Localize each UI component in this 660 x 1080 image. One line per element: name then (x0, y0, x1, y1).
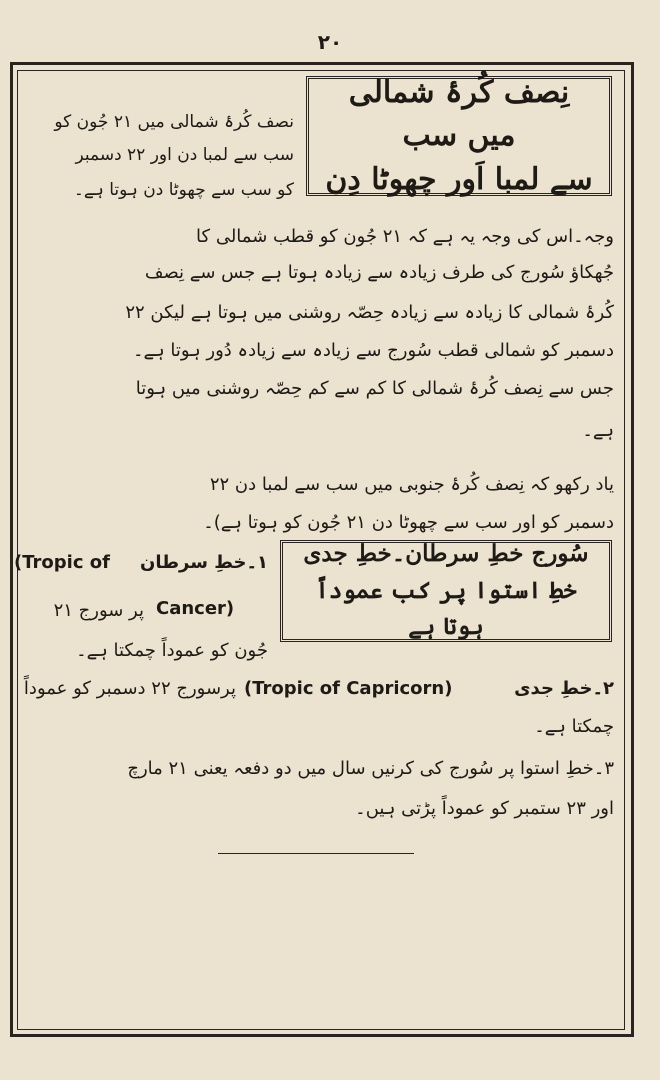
side-heading-line-1: سُورج خطِ سرطان۔خطِ جدی (303, 539, 589, 567)
item1-english-label-2: Cancer) (156, 598, 235, 619)
remember-line-2: دسمبر کو اور سب سے چھوٹا دن ۲۱ جُون کو ہوتا ہے)۔ (203, 512, 614, 533)
item1-urdu-tail: پر سورج ۲۱ (53, 600, 144, 621)
reason-line-6: ہے۔ (582, 420, 614, 441)
item3-line-2: اور ۲۳ ستمبر کو عموداً پڑتی ہیں۔ (355, 798, 614, 819)
side-heading-line-2: خطِ استوا پر کب عموداً ہوتا ہے (315, 576, 577, 641)
reason-line-1: وجہ۔اس کی وجہ یہ ہے کہ ۲۱ جُون کو قطب شمالی کا (196, 226, 614, 247)
section-heading-line-1: نِصف کُرۂ شمالی میں سب (348, 74, 570, 154)
reason-line-2: جُھکاؤ سُورج کی طرف زیادہ سے زیادہ ہوتا ہے جس سے نِصف (144, 262, 614, 283)
page-number: ۲۰ (317, 30, 343, 54)
reason-line-3: کُرۂ شمالی کا زیادہ سے زیادہ حِصّہ روشنی میں ہوتا ہے لیکن ۲۲ (125, 302, 614, 323)
intro-line-2: سب سے لمبا دن اور ۲۲ دسمبر (75, 145, 294, 165)
item3-line-1: ۳۔خطِ استوا پر سُورج کی کرنیں سال میں دو دفعہ یعنی ۲۱ مارچ (127, 758, 614, 779)
item1-english-label-1: (Tropic of (14, 552, 110, 573)
section-heading-line-2: سے لمبا اَور چھوٹا دِن (325, 161, 593, 197)
item1-urdu-heading: ۱۔خطِ سرطان (139, 552, 268, 573)
intro-line-3: کو سب سے چھوٹا دن ہوتا ہے۔ (73, 180, 294, 200)
item2-english-label: (Tropic of Capricorn) (244, 678, 453, 699)
remember-line-1: یاد رکھو کہ نِصف کُرۂ جنوبی میں سب سے لمبا دن ۲۲ (209, 474, 614, 495)
item1-line-2: جُون کو عموداً چمکتا ہے۔ (76, 640, 268, 661)
intro-line-1: نصف کُرۂ شمالی میں ۲۱ جُون کو (54, 112, 294, 132)
reason-line-4: دسمبر کو شمالی قطب سُورج سے زیادہ سے زیادہ دُور ہوتا ہے۔ (132, 340, 614, 361)
section-heading-box (306, 76, 612, 196)
item2-urdu-heading: ۲۔خطِ جدی (514, 678, 614, 699)
closing-rule (218, 853, 414, 854)
item2-urdu-tail: پرسورج ۲۲ دسمبر کو عموداً (23, 678, 236, 699)
item2-line-2: چمکتا ہے۔ (534, 716, 614, 737)
reason-line-5: جس سے نِصف کُرۂ شمالی کا کم سے کم حِصّہ روشنی میں ہوتا (135, 378, 614, 399)
side-heading-box (280, 540, 612, 642)
